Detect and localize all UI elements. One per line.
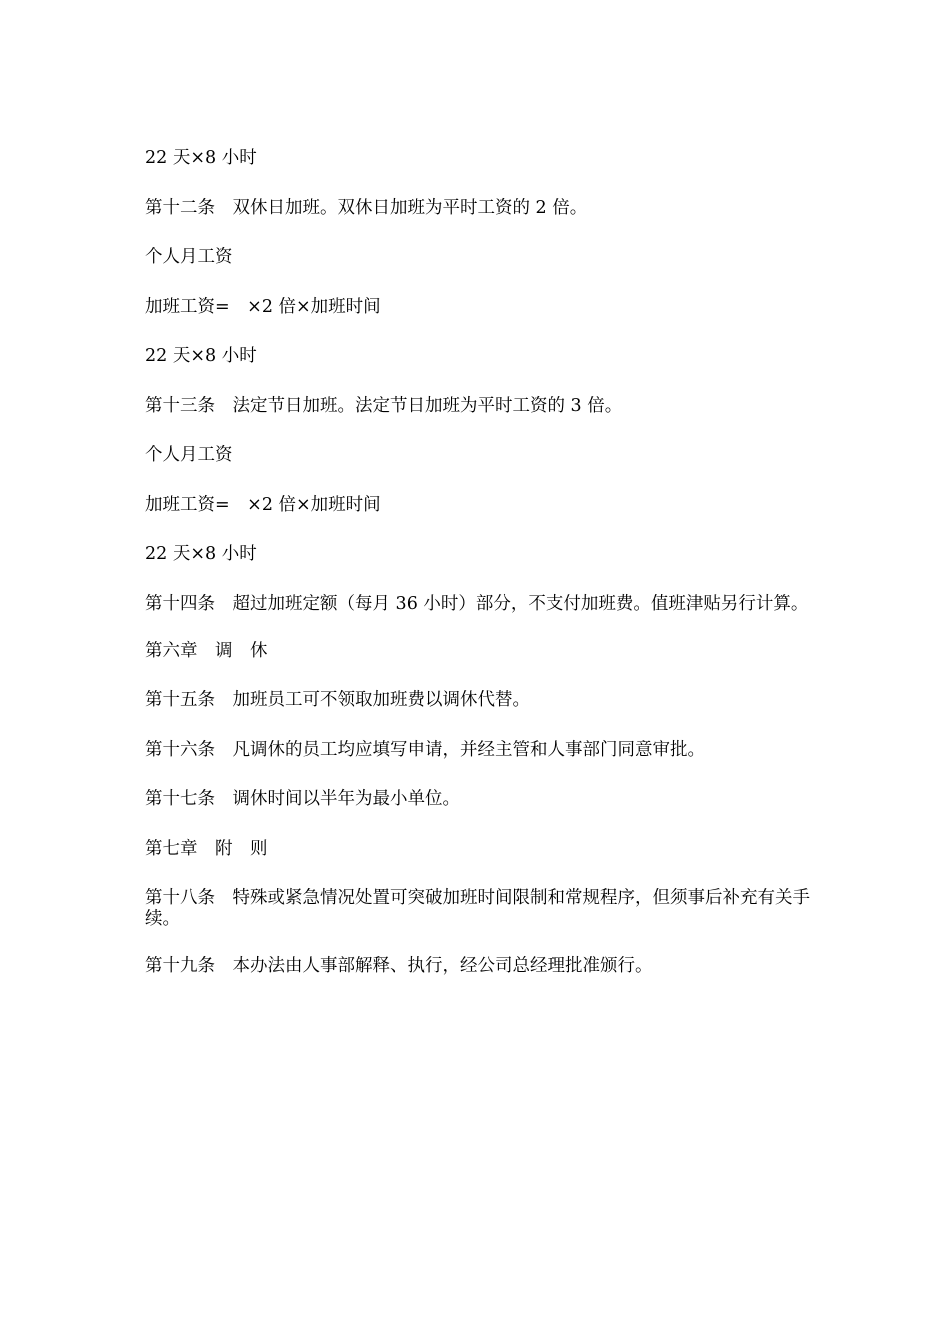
formula-line: 加班工资= ×2 倍×加班时间	[145, 494, 381, 515]
document-page	[145, 148, 813, 1006]
formula-denominator: 22 天×8 小时	[145, 148, 257, 168]
chapter-6-heading: 第六章 调 休	[145, 640, 268, 661]
formula-numerator: 个人月工资	[145, 247, 233, 267]
formula-line: 加班工资= ×2 倍×加班时间	[145, 296, 381, 317]
article-12: 第十二条 双休日加班。双休日加班为平时工资的 2 倍。	[145, 197, 588, 218]
article-16: 第十六条 凡调休的员工均应填写申请，并经主管和人事部门同意审批。	[145, 739, 705, 760]
article-17: 第十七条 调休时间以半年为最小单位。	[145, 789, 460, 809]
chapter-7-heading: 第七章 附 则	[145, 838, 268, 859]
article-13: 第十三条 法定节日加班。法定节日加班为平时工资的 3 倍。	[145, 395, 623, 416]
formula-denominator: 22 天×8 小时	[145, 346, 257, 366]
article-15: 第十五条 加班员工可不领取加班费以调休代替。	[145, 690, 530, 710]
formula-numerator: 个人月工资	[145, 445, 233, 465]
article-18: 第十八条 特殊或紧急情况处置可突破加班时间限制和常规程序，但须事后补充有关手续。	[145, 888, 810, 929]
article-19: 第十九条 本办法由人事部解释、执行，经公司总经理批准颁行。	[145, 956, 653, 976]
formula-denominator: 22 天×8 小时	[145, 544, 257, 564]
article-14: 第十四条 超过加班定额（每月 36 小时）部分，不支付加班费。值班津贴另行计算。	[145, 593, 809, 614]
